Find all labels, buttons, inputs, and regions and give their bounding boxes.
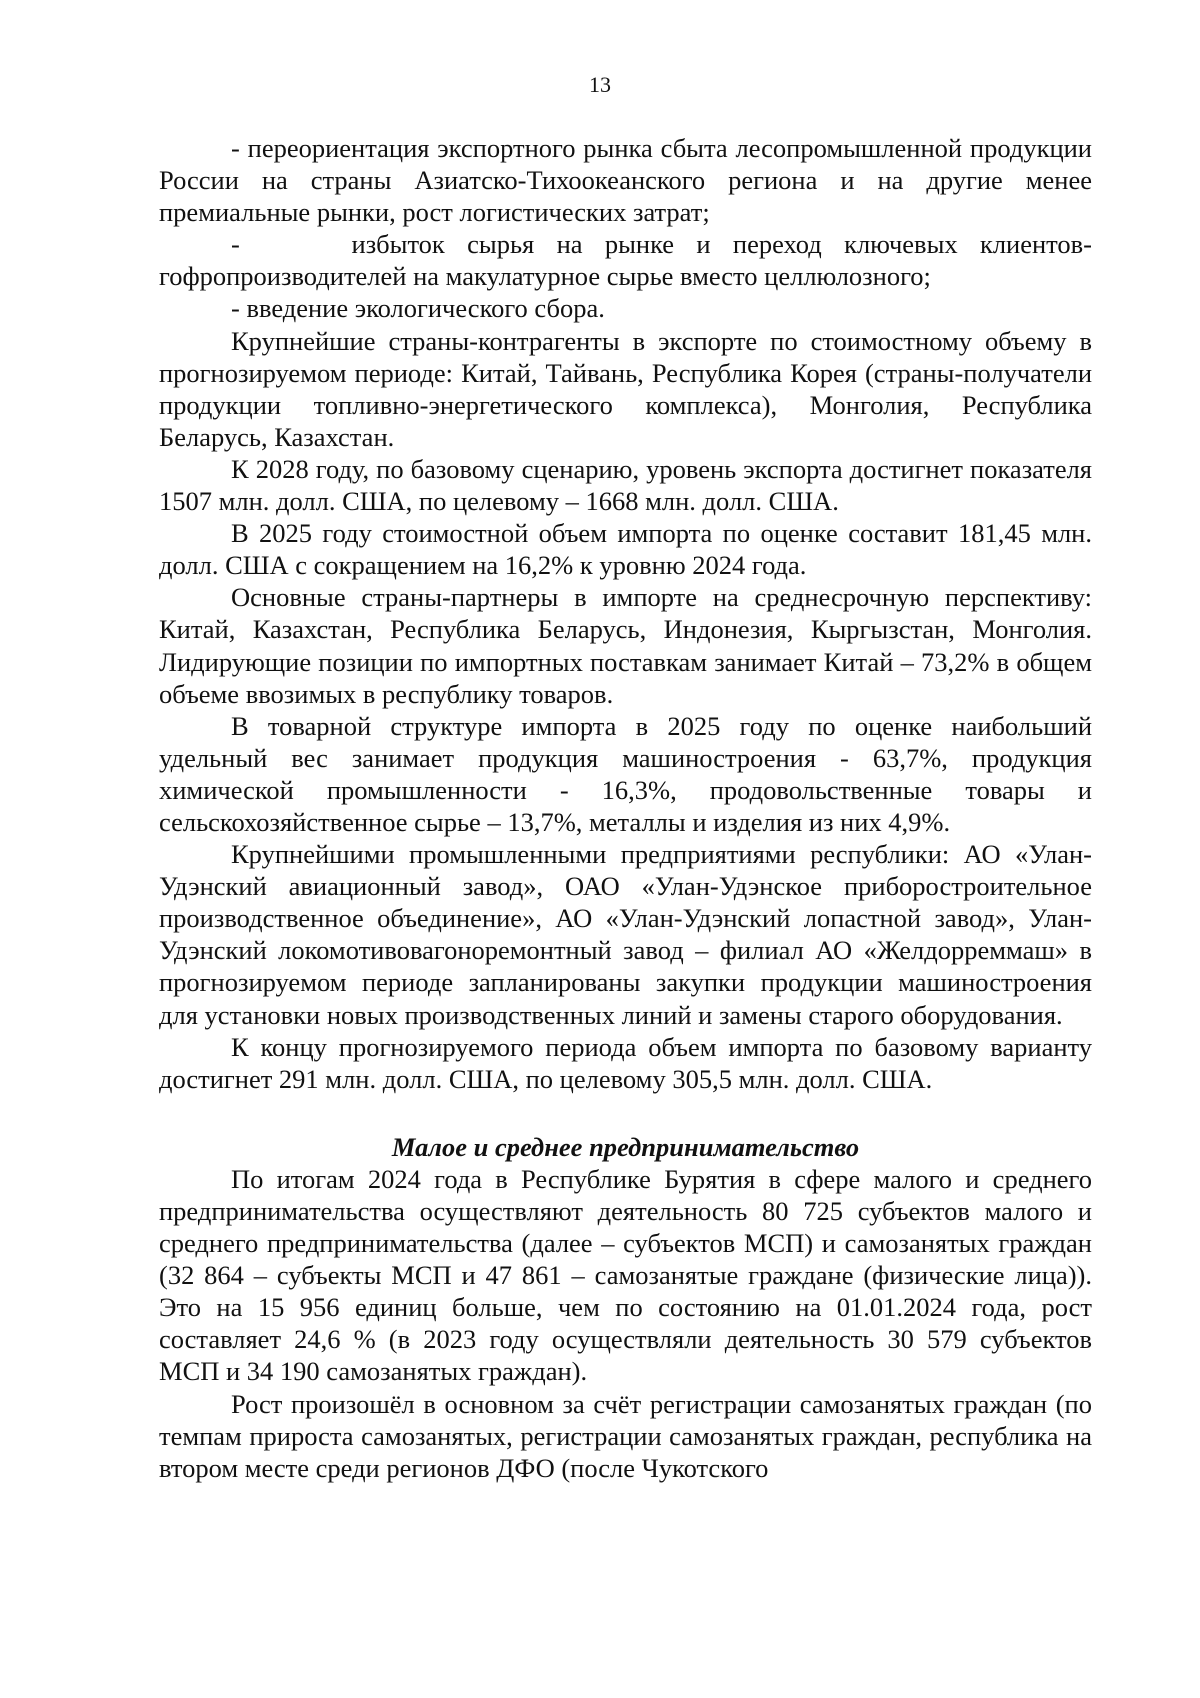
document-body — [159, 132, 1092, 1484]
paragraph: По итогам 2024 года в Республике Бурятия в сфере малого и среднего предпринимательства осуществляют деятельность 80 725 субъектов малого и среднего предпринимательства (далее – субъектов МСП) и самозанятых граждан (32 864 – субъекты МСП и 47 861 – самозанятые граждане (физические лица)). Это на 15 956 единиц больше, чем по состоянию на 01.01.2024 года, рост составляет 24,6 % (в 2023 году осуществляли деятельность 30 579 субъектов МСП и 34 190 самозанятых граждан). — [159, 1163, 1092, 1387]
paragraph: Крупнейшие страны-контрагенты в экспорте по стоимостному объему в прогнозируемом периоде: Китай, Тайвань, Республика Корея (страны-получатели продукции топливно-энергетического комплекса), Монголия, Республика Беларусь, Казахстан. — [159, 325, 1092, 452]
paragraph: К 2028 году, по базовому сценарию, уровень экспорта достигнет показателя 1507 млн. долл. США, по целевому – 1668 млн. долл. США. — [159, 453, 1092, 517]
paragraph: - введение экологического сбора. — [231, 293, 605, 324]
paragraph: - переориентация экспортного рынка сбыта лесопромышленной продукции России на страны Азиатско-Тихоокеанского региона и на другие менее премиальные рынки, рост логистических затрат; — [159, 133, 1092, 228]
page-number: 13 — [589, 72, 611, 97]
paragraph: Рост произошёл в основном за счёт регистрации самозанятых граждан (по темпам прироста самозанятых, регистрации самозанятых граждан, республика на втором месте среди регионов ДФО (после Чукотского — [159, 1388, 1092, 1483]
paragraph: В 2025 году стоимостной объем импорта по оценке составит 181,45 млн. долл. США с сокращением на 16,2% к уровню 2024 года. — [159, 518, 1092, 581]
paragraph: Основные страны-партнеры в импорте на среднесрочную перспективу: Китай, Казахстан, Республика Беларусь, Индонезия, Кыргызстан, Монголия. Лидирующие позиции по импортных поставкам занимает Китай – 73,2% в общем объеме ввозимых в республику товаров. — [159, 582, 1092, 709]
paragraph: В товарной структуре импорта в 2025 году по оценке наибольший удельный вес занимает продукция машиностроения - 63,7%, продукция химической промышленности - 16,3%, продовольственные товары и сельскохозяйственное сырье – 13,7%, металлы и изделия из них 4,9%. — [159, 710, 1092, 837]
paragraph: К концу прогнозируемого периода объем импорта по базовому варианту достигнет 291 млн. долл. США, по целевому 305,5 млн. долл. США. — [159, 1031, 1092, 1094]
paragraph: Крупнейшими промышленными предприятиями республики: АО «Улан-Удэнский авиационный завод», ОАО «Улан-Удэнское приборостроительное производственное объединение», АО «Улан-Удэнский лопастной завод», Улан-Удэнский локомотивовагоноремонтный завод – филиал АО «Желдорреммаш» в прогнозируемом периоде запланированы закупки продукции машиностроения для установки новых производственных линий и замены старого оборудования. — [159, 839, 1092, 1030]
paragraph: - избыток сырья на рынке и переход ключевых клиентов-гофропроизводителей на макулатурное сырье вместо целлюлозного; — [159, 229, 1092, 292]
section-heading: Малое и среднее предпринимательство — [391, 1131, 860, 1162]
